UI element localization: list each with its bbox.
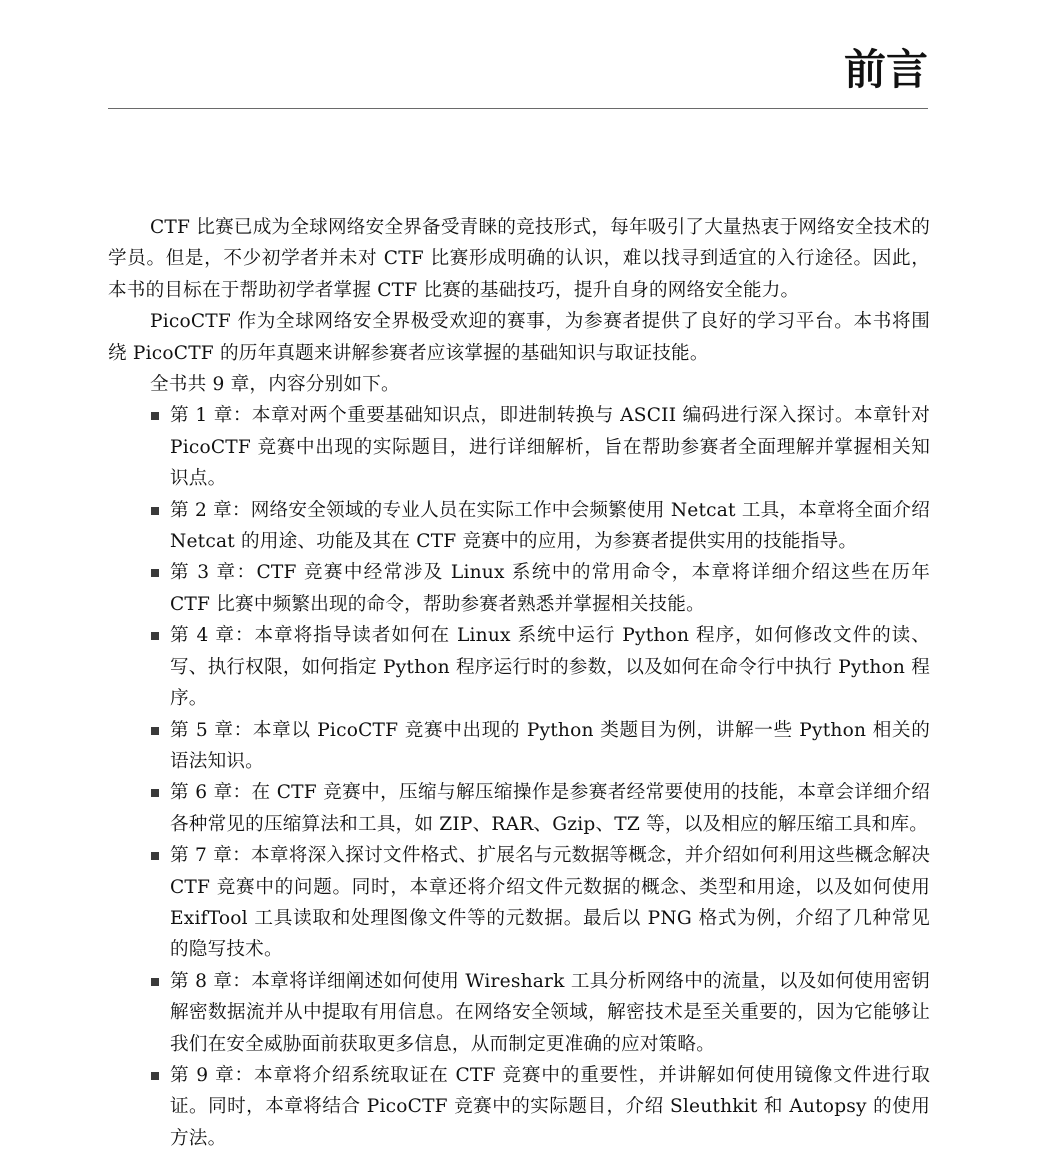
chapter-text: 第 2 章：网络安全领域的专业人员在实际工作中会频繁使用 Netcat 工具，本章将全面介绍 Netcat 的用途、功能及其在 CTF 竞赛中的应用，为参赛者提供实用的技能指导。 bbox=[170, 499, 930, 553]
square-bullet-icon bbox=[151, 978, 159, 986]
square-bullet-icon bbox=[151, 632, 159, 640]
square-bullet-icon bbox=[151, 727, 159, 735]
preface-body bbox=[108, 212, 930, 1154]
chapter-text: 第 6 章：在 CTF 竞赛中，压缩与解压缩操作是参赛者经常要使用的技能，本章会详细介绍各种常见的压缩算法和工具，如 ZIP、RAR、Gzip、TZ 等，以及相应的解压缩工具和库。 bbox=[170, 782, 930, 835]
intro-paragraph: 全书共 9 章，内容分别如下。 bbox=[150, 374, 400, 396]
chapter-list bbox=[108, 400, 930, 1154]
chapter-item bbox=[170, 1060, 930, 1154]
square-bullet-icon bbox=[151, 852, 159, 860]
chapter-item bbox=[170, 715, 930, 778]
page-title: 前言 bbox=[843, 45, 928, 94]
square-bullet-icon bbox=[151, 412, 159, 420]
square-bullet-icon bbox=[151, 569, 159, 577]
chapter-text: 第 7 章：本章将深入探讨文件格式、扩展名与元数据等概念，并介绍如何利用这些概念解决 CTF 竞赛中的问题。同时，本章还将介绍文件元数据的概念、类型和用途，以及如何使用 ExifTool 工具读取和处理图像文件等的元数据。最后以 PNG 格式为例，介绍了几种常见的隐写技术。 bbox=[170, 845, 930, 961]
chapter-item bbox=[170, 495, 930, 558]
chapter-item bbox=[170, 840, 930, 966]
chapter-text: 第 4 章：本章将指导读者如何在 Linux 系统中运行 Python 程序，如何修改文件的读、写、执行权限，如何指定 Python 程序运行时的参数，以及如何在命令行中执行 Python 程序。 bbox=[170, 625, 930, 710]
chapter-text: 第 1 章：本章对两个重要基础知识点，即进制转换与 ASCII 编码进行深入探讨。本章针对 PicoCTF 竞赛中出现的实际题目，进行详细解析，旨在帮助参赛者全面理解并掌握相关知识点。 bbox=[170, 405, 930, 490]
chapter-item bbox=[170, 557, 930, 620]
chapter-item bbox=[170, 777, 930, 840]
chapter-text: 第 3 章：CTF 竞赛中经常涉及 Linux 系统中的常用命令，本章将详细介绍这些在历年 CTF 比赛中频繁出现的命令，帮助参赛者熟悉并掌握相关技能。 bbox=[170, 562, 930, 615]
chapter-text: 第 9 章：本章将介绍系统取证在 CTF 竞赛中的重要性，并讲解如何使用镜像文件进行取证。同时，本章将结合 PicoCTF 竞赛中的实际题目，介绍 Sleuthkit 和 Autopsy 的使用方法。 bbox=[170, 1064, 930, 1149]
chapter-item bbox=[170, 620, 930, 714]
chapter-item bbox=[170, 966, 930, 1060]
intro-paragraph: PicoCTF 作为全球网络安全界极受欢迎的赛事，为参赛者提供了良好的学习平台。本书将围绕 PicoCTF 的历年真题来讲解参赛者应该掌握的基础知识与取证技能。 bbox=[108, 311, 930, 364]
chapter-text: 第 5 章：本章以 PicoCTF 竞赛中出现的 Python 类题目为例，讲解一些 Python 相关的语法知识。 bbox=[170, 719, 930, 772]
intro-paragraph: CTF 比赛已成为全球网络安全界备受青睐的竞技形式，每年吸引了大量热衷于网络安全技术的学员。但是，不少初学者并未对 CTF 比赛形成明确的认识，难以找寻到适宜的入行途径。因此，本书的目标在于帮助初学者掌握 CTF 比赛的基础技巧，提升自身的网络安全能力。 bbox=[108, 217, 930, 301]
square-bullet-icon bbox=[151, 789, 159, 797]
square-bullet-icon bbox=[151, 1072, 159, 1080]
title-rule bbox=[108, 108, 928, 109]
chapter-text: 第 8 章：本章将详细阐述如何使用 Wireshark 工具分析网络中的流量，以及如何使用密钥解密数据流并从中提取有用信息。在网络安全领域，解密技术是至关重要的，因为它能够让我们在安全威胁面前获取更多信息，从而制定更准确的应对策略。 bbox=[170, 970, 930, 1055]
chapter-item bbox=[170, 400, 930, 494]
square-bullet-icon bbox=[151, 507, 159, 515]
